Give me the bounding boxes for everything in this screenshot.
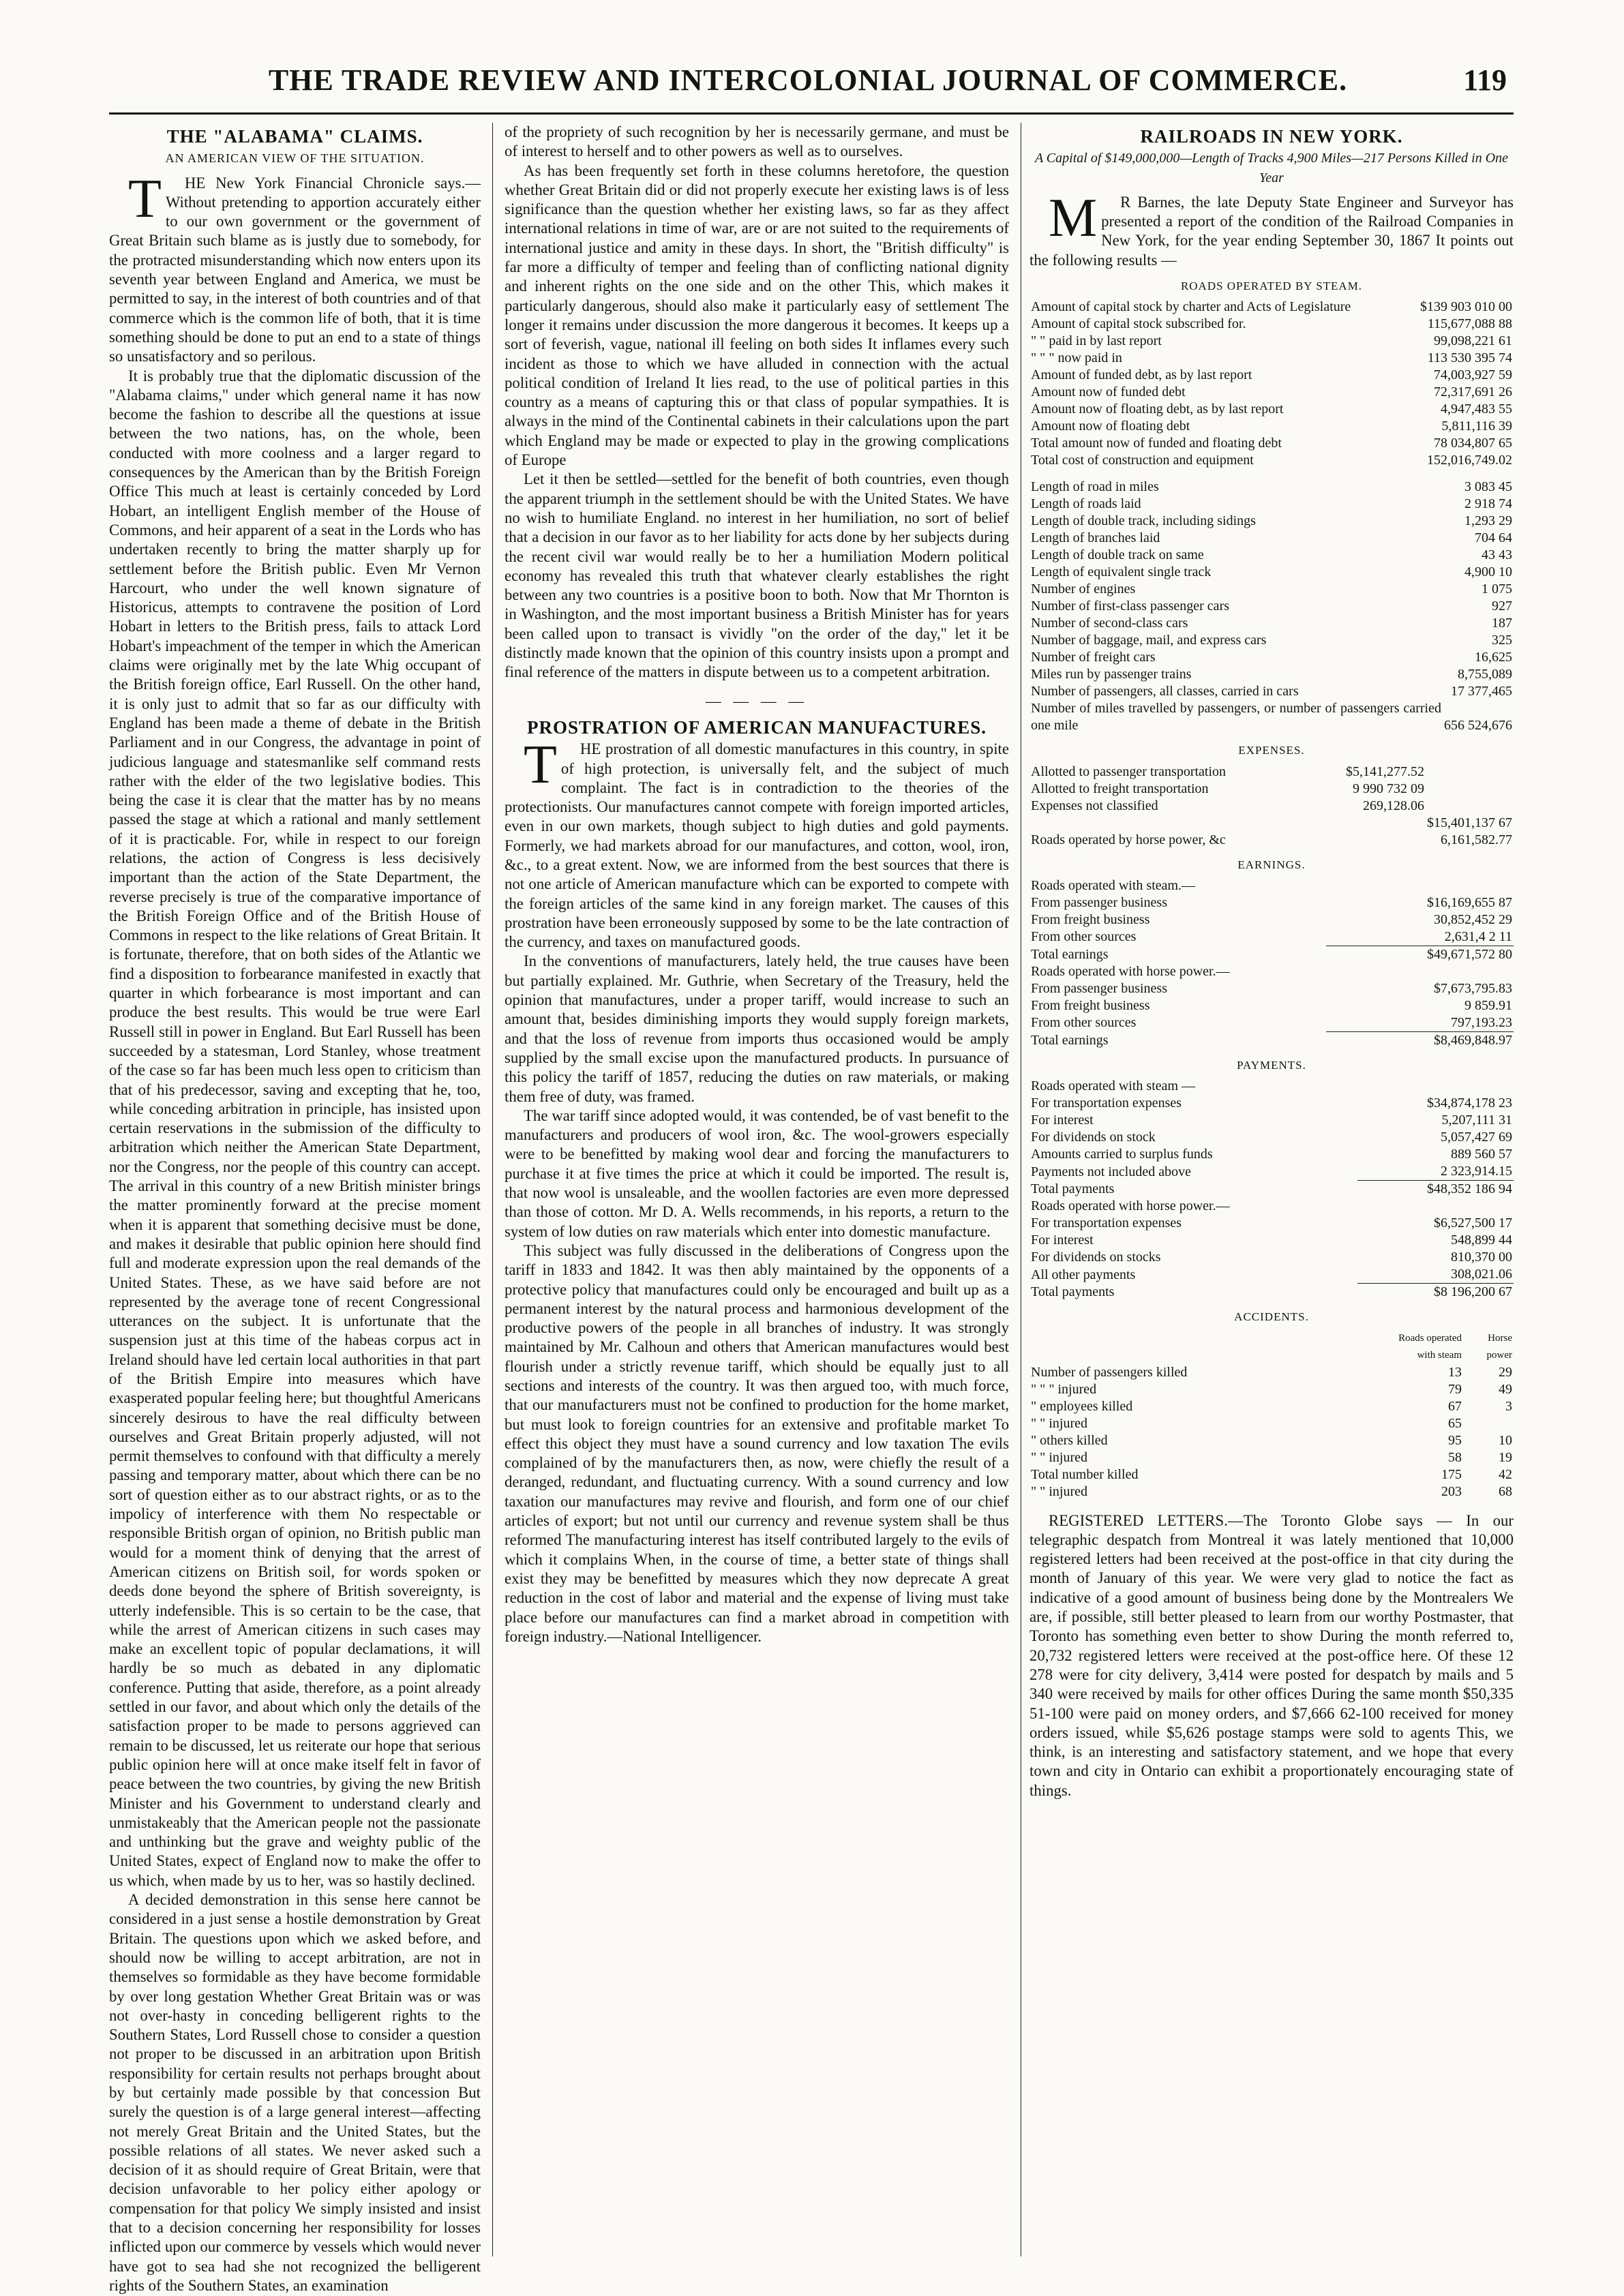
row-label: From other sources [1031, 1015, 1137, 1031]
table-row [1029, 1381, 1514, 1398]
row-label: Total cost of construction and equipment [1031, 453, 1254, 468]
table-row [1029, 1181, 1514, 1198]
row-value [1310, 832, 1426, 849]
table-row [1029, 564, 1514, 581]
row-label: Total number killed [1031, 1466, 1139, 1482]
table-row [1029, 1483, 1514, 1500]
row-label: Length of double track on same [1031, 547, 1204, 563]
row-label: " " injured [1031, 1449, 1087, 1465]
table-row [1029, 963, 1514, 980]
row-label: Total amount now of funded and floating debt [1031, 436, 1282, 451]
row-value: 1 075 [1482, 581, 1512, 597]
paragraph: THE prostration of all domestic manufactures in this country, in spite of high protection, is universally felt, and the subject of much complaint. The fact is in contradiction to the theories of the protectionists. Our manufactures cannot compete with foreign imported articles, even in our own markets, though subject to high duties and gold payments. Formerly, we had markets abroad for our manufactures, and cotton, wool, iron, &c., to a great extent. Now, we are informed from the best sources that there is not one article of American manufacture which can be exported to compete with the foreign articles of the same kind in any foreign market. The causes of this prostration have been erroneously supposed by some to be the late contraction of the currency, and taxes on manufactured goods. [505, 735, 1009, 951]
row-value [1310, 815, 1426, 832]
row-value: 203 [1441, 1483, 1462, 1499]
expenses-table [1029, 764, 1514, 849]
row-value: 4,900 10 [1464, 564, 1512, 580]
row-value: 1,293 29 [1464, 513, 1512, 529]
table-row [1029, 1415, 1514, 1432]
table-row [1029, 1112, 1514, 1129]
table-row [1029, 1129, 1514, 1146]
table-row [1029, 1364, 1514, 1381]
row-total: $15,401,137 67 [1427, 815, 1512, 830]
table-row [1029, 615, 1514, 632]
capital-table [1029, 299, 1514, 469]
row-value: $5,141,277.52 [1346, 764, 1424, 779]
paragraph: Let it then be settled—settled for the benefit of both countries, even though the apparent triumph in the settlement should be with the United States. We have no wish to humiliate England. no interest in her humiliation, no sort of belief that a decision in our favor as to her liability for acts done by her subjects during the recent civil war would really be to her a humiliation Modern political economy has revealed this truth that whatever clearly establishes the right between any two countries is a positive boon to both. Now that Mr Thornton is in Washington, and the most important business a British Minister has for years been called upon to transact is vividly "on the order of the day," let it be distinctly made known that the opinion of this country insists upon a prompt and final reference of the matters in dispute between us to a competent arbitration. [505, 470, 1009, 681]
row-label: Length of branches laid [1031, 530, 1160, 546]
group-label: Roads operated with steam — [1031, 1078, 1196, 1094]
row-value: 10 [1499, 1432, 1512, 1448]
table-row [1029, 649, 1514, 666]
row-label: Allotted to freight transportation [1031, 781, 1209, 796]
table-row [1029, 1163, 1514, 1181]
row-label: Total earnings [1031, 1032, 1109, 1048]
row-value: 548,899 44 [1451, 1233, 1512, 1248]
row-label: Payments not included above [1031, 1164, 1191, 1179]
row-value: 2 918 74 [1464, 496, 1512, 512]
table-row [1029, 1198, 1514, 1215]
table-row [1029, 333, 1514, 350]
row-label: From other sources [1031, 929, 1137, 945]
table-row [1029, 700, 1514, 734]
column-1 [109, 123, 481, 2294]
row-label: Amounts carried to surplus funds [1031, 1147, 1213, 1162]
table-row [1029, 496, 1514, 513]
table-row [1029, 911, 1514, 928]
table-row [1029, 401, 1514, 418]
table-row [1029, 435, 1514, 452]
row-value: $6,527,500 17 [1434, 1215, 1512, 1231]
row-value: 8,755,089 [1458, 667, 1512, 682]
row-label: Allotted to passenger transportation [1031, 764, 1227, 779]
row-label: " " " now paid in [1031, 350, 1122, 366]
section-heading: PAYMENTS. [1237, 1058, 1306, 1072]
paragraph: A decided demonstration in this sense here cannot be considered in a just sense a hostile demonstration by Great Britain. The questions upon which we asked before, and should now be willing to accept arbitration, are not in themselves so formidable as they have become formidable by over long gestation Whether Great Britain was or was not over-hasty in conceding belligerent rights to the Southern States, Lord Russell chose to consider a question not proper to be discussed in an arbitration upon British responsibility for certain results not perhaps brought about by but certainly made possible by that concession But surely the question is of a large general interest—affecting not merely Great Britain and the United States, but the possible relations of all states. We never asked such a decision of it as should require of Great Britain, were that decision unfavorable to her policy either apology or compensation for that policy We simply insisted and insist that to a decision concerning her responsibility for losses inflicted upon our commerce by vessels which would never have got to sea had she not recognized the belligerent rights of the Southern States, an examination [109, 1891, 481, 2294]
row-label: " employees killed [1031, 1398, 1133, 1414]
table-row [1029, 683, 1514, 700]
row-value: 74,003,927 59 [1434, 367, 1512, 383]
row-value: 17 377,465 [1451, 684, 1512, 699]
paragraph: THE New York Financial Chronicle says.—Without pretending to apportion accurately either to our own government or the government of Great Britain such blame as is justly due to somebody, for the protracted misunderstanding which now enters upon its seventh year between England and America, we must be permitted to say, in the interest of both countries and of that commerce which is the common life of both, that it is time something should be done to put an end to a state of things so unsatisfactory and so perilous. [109, 168, 481, 365]
row-total [1426, 764, 1514, 781]
section-heading: EARNINGS. [1237, 858, 1306, 871]
row-label: For dividends on stock [1031, 1130, 1156, 1145]
row-total: 6,161,582.77 [1441, 832, 1512, 847]
row-label: " " injured [1031, 1483, 1087, 1499]
row-label: Number of miles travelled by passengers, or number of passengers carried one mile [1031, 701, 1441, 734]
column-3 [1029, 123, 1514, 2263]
column-2 [505, 123, 1009, 2263]
row-label: Length of road in miles [1031, 479, 1159, 495]
table-row [1029, 513, 1514, 530]
earnings-table [1029, 877, 1514, 1049]
row-value: 79 [1448, 1381, 1462, 1397]
group-label: Roads operated with horse power.— [1031, 963, 1230, 979]
article-title: THE "ALABAMA" CLAIMS. [166, 126, 423, 147]
row-value: 9 990 732 09 [1353, 781, 1424, 796]
row-value: 67 [1448, 1398, 1462, 1414]
table-row [1029, 452, 1514, 469]
row-label: Number of passengers, all classes, carried in cars [1031, 684, 1299, 699]
row-value: 325 [1492, 633, 1512, 648]
section-heading: ACCIDENTS. [1234, 1310, 1309, 1324]
row-label: Miles run by passenger trains [1031, 667, 1192, 682]
table-row [1029, 316, 1514, 333]
table-row [1029, 1249, 1514, 1266]
row-value: 810,370 00 [1451, 1250, 1512, 1265]
row-label: Number of engines [1031, 581, 1136, 597]
row-label: Number of freight cars [1031, 650, 1156, 665]
row-label: Amount of funded debt, as by last report [1031, 367, 1252, 383]
row-label: From freight business [1031, 911, 1150, 927]
table-row [1029, 632, 1514, 649]
row-label: All other payments [1031, 1267, 1136, 1282]
paragraph: of the propriety of such recognition by her is necessarily germane, and must be of interest to herself and to other powers as well as to ourselves. [505, 123, 1009, 160]
table-row [1029, 547, 1514, 564]
table-row [1029, 1031, 1514, 1049]
table-row [1029, 832, 1514, 849]
table-row [1029, 299, 1514, 316]
row-value: $139 903 010 00 [1420, 299, 1512, 315]
row-value: 704 64 [1475, 530, 1512, 546]
row-value: $49,671,572 80 [1326, 946, 1514, 963]
table-row [1029, 479, 1514, 496]
row-value: 68 [1499, 1483, 1512, 1499]
table-row [1029, 1284, 1514, 1301]
row-value: 2 323,914.15 [1441, 1164, 1512, 1179]
page-number: 119 [1463, 63, 1507, 97]
row-label: " others killed [1031, 1432, 1108, 1448]
column-divider [492, 123, 493, 2256]
row-label: Total payments [1031, 1284, 1115, 1300]
table-row [1029, 1215, 1514, 1232]
table-row [1029, 1466, 1514, 1483]
row-value: 9 859.91 [1464, 997, 1512, 1013]
row-value: 3 083 45 [1464, 479, 1512, 495]
row-value: $16,169,655 87 [1427, 894, 1512, 910]
header-cell: Horse power [1486, 1332, 1512, 1361]
row-label: Number of second-class cars [1031, 616, 1188, 631]
row-value: 72,317,691 26 [1434, 384, 1512, 400]
row-value: 16,625 [1475, 650, 1512, 665]
row-label: From passenger business [1031, 894, 1167, 910]
row-value: $8 196,200 67 [1357, 1284, 1514, 1301]
lengths-table [1029, 479, 1514, 734]
header-rule [109, 112, 1514, 115]
article-title: PROSTRATION OF AMERICAN MANUFACTURES. [526, 716, 987, 738]
table-row [1029, 781, 1514, 798]
row-label: From passenger business [1031, 980, 1167, 996]
table-row [1029, 1146, 1514, 1163]
row-label: Amount now of funded debt [1031, 384, 1186, 400]
row-value: 2,631,4 2 11 [1444, 928, 1512, 944]
table-row [1029, 581, 1514, 598]
table-row [1029, 894, 1514, 911]
row-label: " " injured [1031, 1415, 1087, 1431]
header-cell: Roads operated with steam [1398, 1332, 1462, 1361]
table-row [1029, 877, 1514, 894]
row-value: 797,193.23 [1451, 1014, 1512, 1030]
row-label: Total payments [1031, 1181, 1115, 1197]
table-row [1029, 1014, 1514, 1032]
table-row [1029, 598, 1514, 615]
row-value: 30,852,452 29 [1434, 911, 1512, 927]
paragraph: The war tariff since adopted would, it was contended, be of vast benefit to the manufacturers and producers of wool iron, &c. The wool-growers especially were to be benefitted by making wool dear and forcing the manufacturers to purchase it at five times the price at which it could be imported. The result is, that now wool is unsaleable, and the woollen factories are even more depressed than those of cotton. Mr D. A. Wells recommends, in his reports, a return to the system of low duties on raw materials which enter into domestic manufacture. [505, 1106, 1009, 1240]
table-row [1029, 928, 1514, 946]
table-row [1029, 1449, 1514, 1466]
section-heading: ROADS OPERATED BY STEAM. [1180, 280, 1363, 293]
accidents-table [1029, 1330, 1514, 1500]
row-label: Amount now of floating debt, as by last report [1031, 402, 1284, 417]
row-value: 95 [1448, 1432, 1462, 1448]
row-value: $48,352 186 94 [1357, 1181, 1514, 1198]
row-value: 65 [1448, 1415, 1462, 1431]
row-label: For transportation expenses [1031, 1096, 1182, 1111]
table-row [1029, 1398, 1514, 1415]
paragraph: MR Barnes, the late Deputy State Engineer and Surveyor has presented a report of the condition of the Railroad Companies in New York, for the year ending September 30, 1867 It points out the following results — [1029, 187, 1514, 269]
row-value: 152,016,749.02 [1427, 453, 1512, 468]
row-label: Number of first-class passenger cars [1031, 599, 1230, 614]
row-label: Amount now of floating debt [1031, 419, 1190, 434]
row-value: 175 [1441, 1466, 1462, 1482]
row-value: 308,021.06 [1451, 1267, 1512, 1282]
row-value: 889 560 57 [1451, 1147, 1512, 1162]
header-cell [1029, 1330, 1385, 1364]
row-label: Total earnings [1031, 946, 1109, 962]
row-value: 3 [1505, 1398, 1512, 1414]
table-row [1029, 1095, 1514, 1112]
row-value: 5,057,427 69 [1441, 1130, 1512, 1145]
row-value: 927 [1492, 599, 1512, 614]
row-value: 187 [1492, 616, 1512, 631]
table-row [1029, 980, 1514, 997]
row-value: 78 034,807 65 [1434, 436, 1512, 451]
page-header [109, 27, 1507, 102]
group-label: Roads operated with steam.— [1031, 877, 1196, 893]
row-value: 656 524,676 [1444, 718, 1512, 734]
row-label: For interest [1031, 1233, 1094, 1248]
row-label: " " paid in by last report [1031, 333, 1162, 349]
row-label: " " " injured [1031, 1381, 1097, 1397]
row-value: 58 [1448, 1449, 1462, 1465]
row-label: Expenses not classified [1031, 798, 1158, 813]
article-subtitle: A Capital of $149,000,000—Length of Tracks 4,900 Miles—217 Persons Killed in One Year [1034, 151, 1509, 185]
table-row [1029, 418, 1514, 435]
row-value: 5,207,111 31 [1441, 1113, 1512, 1128]
table-row [1029, 798, 1514, 815]
separator: — — — — [705, 692, 809, 710]
table-row [1029, 666, 1514, 683]
body-text: —The Toronto Globe says — In our telegraphic despatch from Montreal it was lately mentioned that 10,000 registered letters had been received at the post-office in that city during the month of January of this year. We were very glad to notice the fact as indicative of a good amount of business being done by the Montrealers We are, if possible, still better pleased to learn from our worthy Postmaster, that Toronto has something even better to show During the month referred to, 20,732 registered letters were received at the post-office here. Of these 12 278 were for city delivery, 3,414 were posted for despatch by mails and 5 340 were received by mails for other offices During the same month $50,335 51-100 were paid on money orders, and $7,666 62-100 received for money orders issued, while $5,626 postage stamps were sold to agents This, we think, is an interesting and satisfactory statement, and we hope that every town and city in Ontario can exhibit a proportionately encouraging state of things. [1029, 1511, 1514, 1799]
row-label: From freight business [1031, 997, 1150, 1013]
row-label: For dividends on stocks [1031, 1250, 1161, 1265]
paragraph: As has been frequently set forth in these columns heretofore, the question whether Great Britain did or did not properly execute her existing laws is of less significance than the question whether her existing laws, so far as they affect international relations in time of war, are or are not suited to the requirements of international justice and amity in these days. In short, the "British difficulty" is far more a difficulty of temper and feeling than of conflicting national dignity and inherent rights on the one side and on the other This, which makes it particularly dangerous, should also make it particularly easy of settlement The longer it remains under discussion the more dangerous it becomes. It keeps up a sort of feverish, vague, national ill feeling on both sides It inflames every such incident as those to which we have alluded in connection with the actual political condition of Ireland It lies read, to the use of political parties in this country as a means of capturing this or that class of popular sympathies. It is always in the mind of the Continental cabinets in their calculations upon the part which England may be made or expected to play in the growing complications of Europe [505, 162, 1009, 469]
row-value: 29 [1499, 1364, 1512, 1380]
table-row [1029, 1232, 1514, 1249]
table-row [1029, 997, 1514, 1014]
row-value: 49 [1499, 1381, 1512, 1397]
row-label: Number of passengers killed [1031, 1364, 1188, 1380]
table-row [1029, 384, 1514, 401]
row-value: 269,128.06 [1363, 798, 1424, 813]
table-header-row [1029, 1330, 1514, 1364]
paragraph: It is probably true that the diplomatic discussion of the "Alabama claims," under which general name it has now become the fashion to describe all the questions at issue between the two nations, has, on the whole, been conducted with more coolness and a larger regard to consequences by the American than by the British Foreign Office This much at least is certainly conceded by Lord Hobart, an intelligent English member of the House of Commons, and heir apparent of a seat in the Lords who has undertaken recently to bring the matter sharply up for settlement before the British public. Even Mr Vernon Harcourt, who under the well known signature of Historicus, attempts to contravene the position of Lord Hobart in letters to the British press, fails to attack Lord Hobart's impeachment of the temper in which the American claims were originally met by the late Whig occupant of the British foreign office, Earl Russell. On the other hand, it is only just to admit that so far as our difficulty with England has been made a theme of debate in the British Parliament and in our Congress, the advantage in point of judicious language and statesmanlike self command rests rather with the elder of the two legislative bodies. This being the case it is clear that the matter has by no means passed the stage at which a rational and manly settlement of it is practicable. For, while in respect to our foreign relations, the action of Congress is less decisively important than the action of the State Department, the reverse precisely is true of the comparative importance of the British Foreign Office and of the British House of Commons in respect to the like relations of Great Britain. It is fortunate, therefore, that on both sides of the Atlantic we find a disposition to forbearance manifested in exactly that quarter in which forbearance is most important and can produce the best results. This would be true were Earl Russell still in power in England. But Earl Russell has been succeeded by a statesman, Lord Stanley, whose treatment of the case so far has been much less open to criticism than that of his predecessor, saving and excepting that he, too, while conceding arbitration in principle, has insisted upon certain reservations in the submission of the difficulty to arbitration which neither the American State Department, nor the Congress, nor the people of this country can accept. The arrival in this country of a new British minister brings the matter prominently forward at the precise moment when it is apparent that something decisive must be done, and makes it desirable that public opinion here should find full and moderate expression upon the real demands of the United States. These, as we have said before are not represented by the average tone of recent Congressional utterances on the subject. It is unfortunate that the suspension just at this time of the habeas corpus act in Ireland should have led certain local authorities in that part of the British Empire into measures which have exasperated popular feeling here; but thoughtful Americans sincerely desirous to have the real difficulty between ourselves and Great Britain properly adjusted, will not permit themselves to confound with that difficulty a merely passing and temporary matter, about which there can be no sort of question either as to our abstract rights, or as to the impolicy of interference with them No respectable or responsible British organ of opinion, no British public man would for a moment think of denying that the arrest of American citizens on British soil, for words spoken or deeds done beyond the sphere of British sovereignty, is utterly indefensible. This is so certain to be the case, that while the arrest of American citizens in such cases may make an excellent topic of popular declamations, it will hardly be so much as debated in any diplomatic conference. Putting that aside, therefore, as a point already settled in our favor, and about which only the details of the satisfaction proper to be made to persons aggrieved can remain to be discussed, let us reiterate our hope that serious public opinion here will at once make itself felt in favor of peace between the two countries, by giving the new British Minister and his Government to understand clearly and unmistakeably that the American people not the passionate and unthinking but the grave and weighty public of the United States, expect of England now to make the offer to us which, when made by us to her, was so hastily declined. [109, 367, 481, 1889]
table-row [1029, 764, 1514, 781]
table-row [1029, 1266, 1514, 1284]
lead-text: REGISTERED LETTERS. [1049, 1511, 1228, 1529]
row-label: For transportation expenses [1031, 1215, 1182, 1231]
row-label: Length of double track, including sidings [1031, 513, 1256, 529]
group-label: Roads operated with horse power.— [1031, 1198, 1230, 1214]
row-total [1426, 798, 1514, 815]
table-row [1029, 946, 1514, 963]
row-label: Amount of capital stock by charter and Acts of Legislature [1031, 299, 1351, 315]
row-value: 99,098,221 61 [1434, 333, 1512, 349]
row-value: 4,947,483 55 [1441, 402, 1512, 417]
row-value: 19 [1499, 1449, 1512, 1465]
row-total [1426, 781, 1514, 798]
paragraph: This subject was fully discussed in the deliberations of Congress upon the tariff in 1833 and 1842. It was then ably maintained by the opponents of a protective policy that manufactures could only be encouraged and built up as a permanent interest by the natural process and harmonious development of the productive powers of the people in all branches of industry. It was strongly maintained by Mr. Calhoun and others that American manufactures would best flourish under a strictly revenue tariff, which should be equally just to all sections and interests of the country. It was then argued too, with much force, that our manufacturers must not be confined to production for the home market, but must look to foreign countries for an extensive and profitable market To effect this object they must have a sound currency and low taxation The evils complained of by the manufacturers then, as now, were chiefly the result of a deranged, redundant, and fluctuating currency. With a sound currency and low taxation our manufactures may revive and flourish, and form one of our chief articles of export; but not until our currency and revenue system shall be thus reformed The manufacturing interest has itself contributed largely to the evils of which it complains When, in the course of time, a better state of things shall exist they may be benefitted by measures which they now deprecate A great reduction in the cost of labor and material and the expense of living must take place before our manufactures can find a market abroad in competition with foreign industry.—National Intelligencer. [505, 1241, 1009, 1645]
row-value: $8,469,848.97 [1326, 1031, 1514, 1049]
row-label: For interest [1031, 1113, 1094, 1128]
row-label [1029, 815, 1310, 832]
row-value: $34,874,178 23 [1427, 1096, 1512, 1111]
row-label: Length of equivalent single track [1031, 564, 1212, 580]
row-value: $7,673,795.83 [1434, 980, 1512, 996]
row-label: Length of roads laid [1031, 496, 1141, 512]
row-value: 43 43 [1482, 547, 1512, 563]
section-heading: EXPENSES. [1238, 744, 1305, 757]
table-row [1029, 530, 1514, 547]
paragraph: In the conventions of manufacturers, lately held, the true causes have been but partially explained. Mr. Guthrie, when Secretary of the Treasury, held the opinion that manufactures, under a proper tariff, would increase to such an amount that, besides diminishing imports they would supply foreign markets, and that the loss of revenue from imports thus occasioned would be amply supplied by the small excise upon the manufactured products. In pursuance of this policy the tariff of 1857, reducing the duties on raw materials, or making them free of duty, was framed. [505, 952, 1009, 1105]
row-label: Number of baggage, mail, and express cars [1031, 633, 1267, 648]
row-value: 13 [1448, 1364, 1462, 1380]
row-label: Roads operated by horse power, &c [1031, 832, 1226, 847]
table-row [1029, 350, 1514, 367]
payments-table [1029, 1078, 1514, 1301]
row-value: 42 [1499, 1466, 1512, 1482]
table-row [1029, 1432, 1514, 1449]
row-label: Amount of capital stock subscribed for. [1031, 316, 1246, 332]
table-row [1029, 1078, 1514, 1095]
article-subtitle: AN AMERICAN VIEW OF THE SITUATION. [165, 151, 425, 166]
row-value: 115,677,088 88 [1427, 316, 1512, 332]
row-value: 113 530 395 74 [1427, 350, 1512, 366]
article-title: RAILROADS IN NEW YORK. [1140, 126, 1403, 147]
journal-title: THE TRADE REVIEW AND INTERCOLONIAL JOURNAL OF COMMERCE. [268, 63, 1348, 97]
table-row [1029, 815, 1514, 832]
row-value: 5,811,116 39 [1441, 419, 1512, 434]
table-row [1029, 367, 1514, 384]
row-value [1463, 1415, 1514, 1432]
paragraph [1029, 1511, 1514, 1800]
